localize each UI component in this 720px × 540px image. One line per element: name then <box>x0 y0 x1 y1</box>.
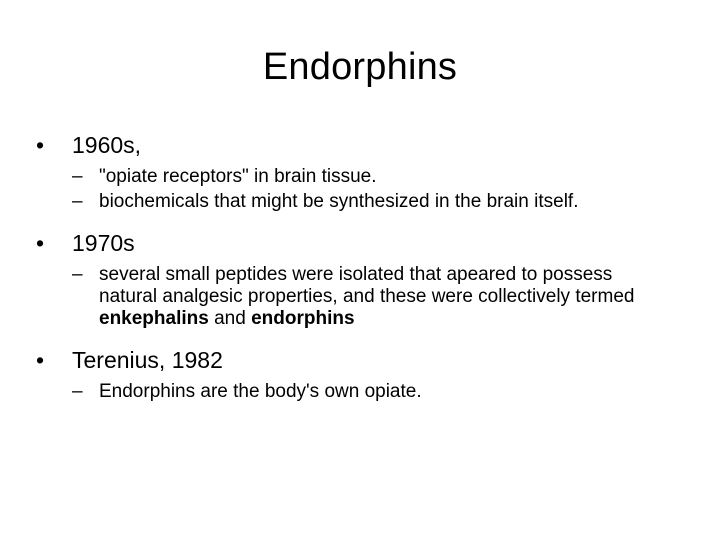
slide-title: Endorphins <box>262 46 458 88</box>
subitem-list <box>36 166 676 213</box>
bullet-item-1970s <box>36 228 676 258</box>
dash-icon: – <box>72 166 83 187</box>
subitem-text: Endorphins are the body's own opiate. <box>99 381 422 402</box>
subitem-list <box>36 264 676 330</box>
bullet-icon: • <box>36 132 45 158</box>
subitem-list <box>36 381 676 403</box>
bullet-icon: • <box>36 347 45 373</box>
dash-icon: – <box>72 264 83 285</box>
subitem-own-opiate <box>72 381 669 403</box>
subitem-text: biochemicals that might be synthesized in the brain itself. <box>99 191 579 212</box>
bullet-icon: • <box>36 230 45 256</box>
subitem-peptides <box>72 264 669 330</box>
subitem-opiate-receptors <box>72 166 669 188</box>
subitem-text: "opiate receptors" in brain tissue. <box>99 166 377 187</box>
slide-body <box>36 130 676 406</box>
bullet-item-terenius <box>36 345 676 375</box>
subitem-biochemicals <box>72 191 669 213</box>
term-enkephalins: enkephalins <box>99 308 209 329</box>
term-endorphins: endorphins <box>251 308 355 329</box>
bullet-text: 1960s, <box>72 132 142 158</box>
bullet-text: Terenius, 1982 <box>72 347 223 373</box>
bullet-text: 1970s <box>72 230 135 256</box>
dash-icon: – <box>72 381 83 402</box>
bullet-item-1960s <box>36 130 676 160</box>
subitem-text-lead: several small peptides were isolated that apeared to possess natural analgesic properties, and these were collectively termed <box>99 264 635 307</box>
dash-icon: – <box>72 191 83 212</box>
subitem-text-joiner: and <box>208 308 252 329</box>
